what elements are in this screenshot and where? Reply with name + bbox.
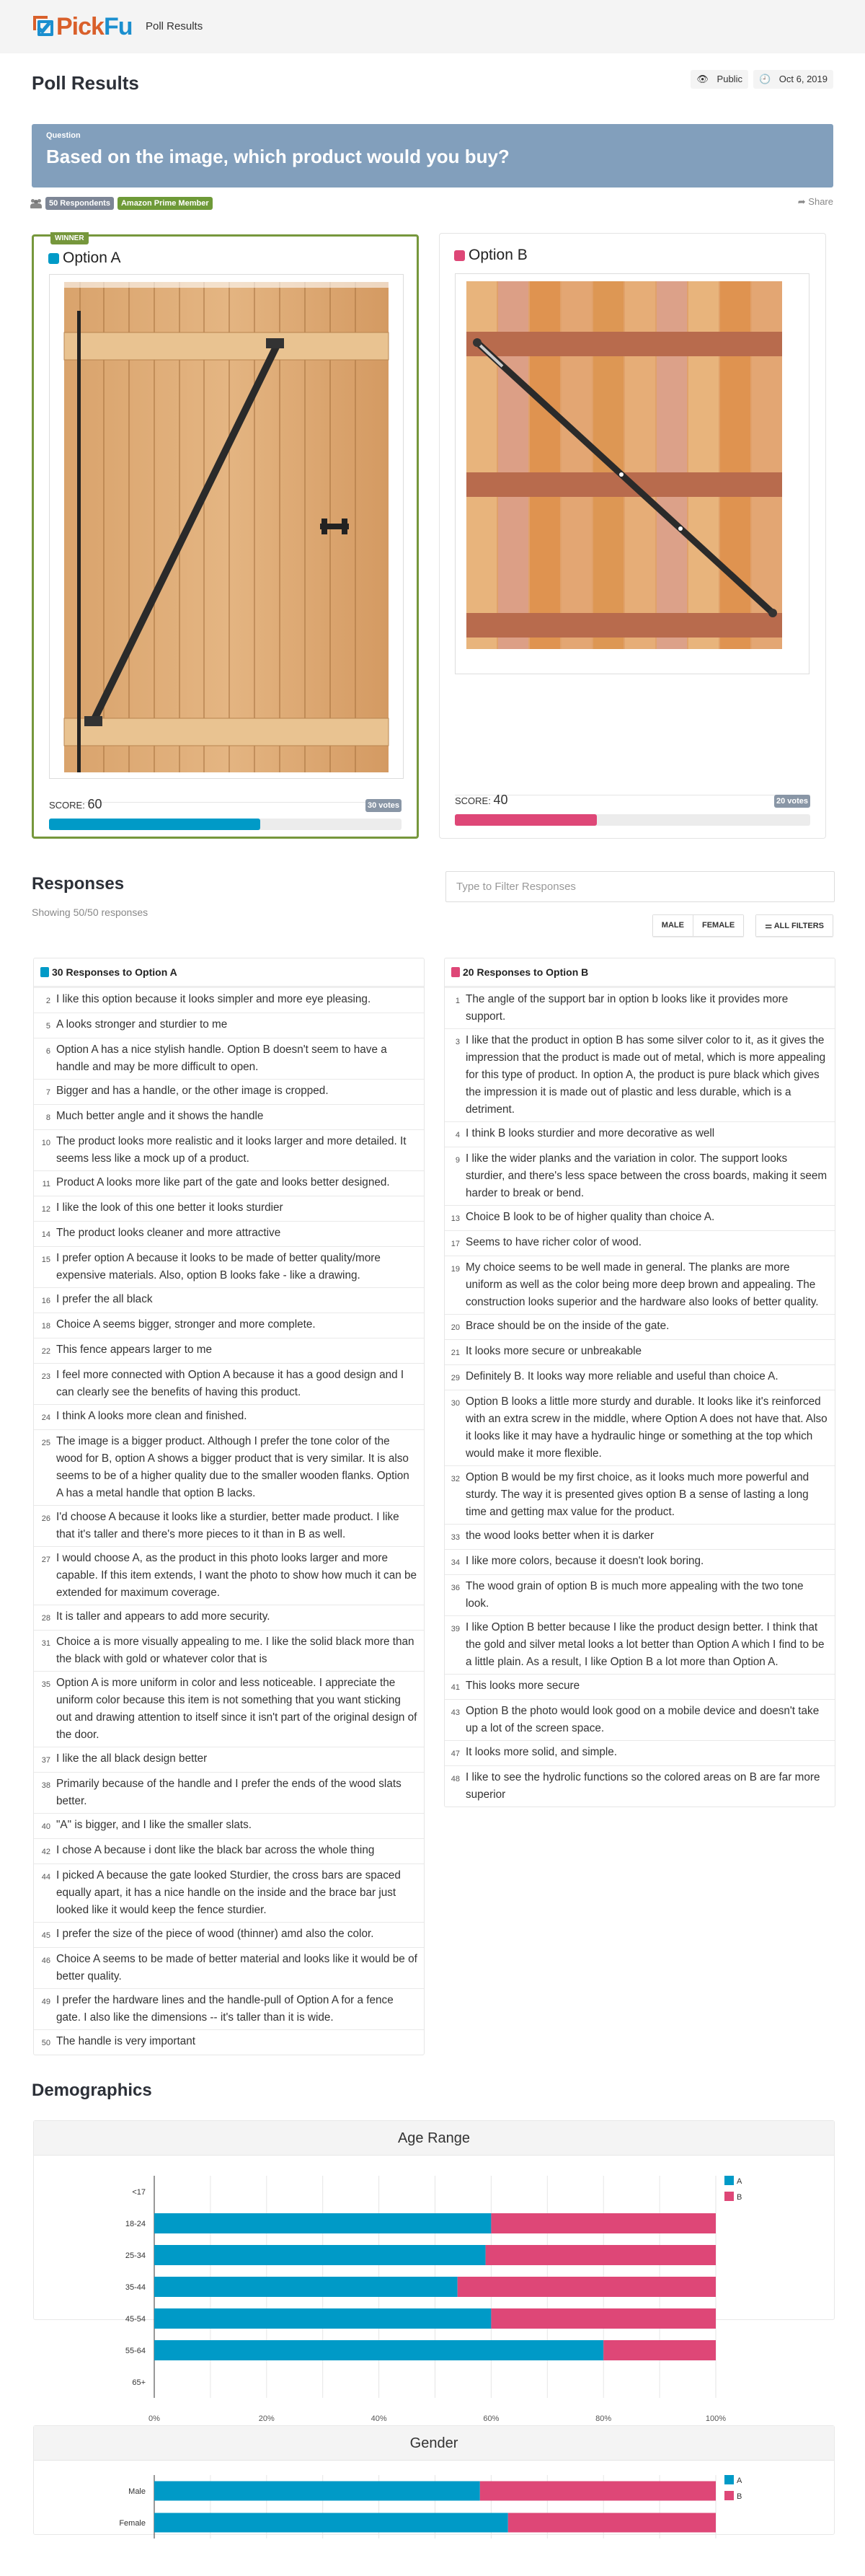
response-item bbox=[34, 1813, 424, 1838]
share-icon: ➦ bbox=[797, 196, 806, 207]
poll-meta bbox=[691, 70, 833, 89]
response-number: 9 bbox=[455, 1156, 460, 1165]
response-number: 33 bbox=[451, 1533, 460, 1542]
response-text: I prefer option A because it looks to be made of better quality/more expensive materials. Also, option B looks fake - like a drawing. bbox=[56, 1252, 381, 1282]
question-box bbox=[32, 124, 833, 188]
response-number: 15 bbox=[41, 1256, 50, 1264]
response-item bbox=[445, 1121, 835, 1147]
response-text: The wood grain of option B is much more appealing with the two tone look. bbox=[466, 1580, 804, 1610]
response-text: The product looks more realistic and it looks larger and more detailed. It seems less like a mock up of a product. bbox=[56, 1135, 407, 1165]
response-item bbox=[445, 1028, 835, 1121]
gender-filter-group bbox=[652, 914, 744, 937]
response-text: I think A looks more clean and finished. bbox=[56, 1410, 247, 1422]
response-item bbox=[34, 1429, 424, 1505]
response-text: Option B the photo would look good on a mobile device and doesn't take up a lot of the screen space. bbox=[466, 1705, 820, 1734]
bar-b-55-64 bbox=[603, 2340, 716, 2360]
option-b-votes: 20 votes bbox=[774, 795, 810, 808]
response-number: 16 bbox=[41, 1297, 50, 1305]
response-item bbox=[445, 1615, 835, 1674]
all-filters-button[interactable] bbox=[756, 915, 833, 936]
option-b-score-value: 40 bbox=[493, 793, 508, 807]
option-b-score-line bbox=[455, 793, 508, 808]
bar-a-Male bbox=[154, 2482, 480, 2501]
response-text: Product A looks more like part of the gate and looks better designed. bbox=[56, 1176, 390, 1188]
response-item bbox=[34, 1838, 424, 1863]
legend-swatch-a bbox=[724, 2475, 734, 2484]
response-item bbox=[34, 1671, 424, 1747]
response-text: I like more colors, because it doesn't look boring. bbox=[466, 1555, 704, 1567]
response-number: 26 bbox=[41, 1514, 50, 1523]
response-number: 27 bbox=[41, 1556, 50, 1564]
response-text: The angle of the support bar in option b looks like it provides more support. bbox=[466, 993, 789, 1023]
gender-chart bbox=[34, 2461, 834, 2534]
response-text: the wood looks better when it is darker bbox=[466, 1530, 655, 1542]
question-text: Based on the image, which product would you buy? bbox=[46, 146, 510, 167]
fence-gate-b-illustration bbox=[456, 274, 809, 674]
response-text: A looks stronger and sturdier to me bbox=[56, 1018, 228, 1031]
fence-gate-a-illustration bbox=[50, 275, 403, 778]
response-text: "A" is bigger, and I like the smaller slats. bbox=[56, 1819, 252, 1831]
option-a-votes: 30 votes bbox=[365, 799, 402, 812]
response-text: It looks more solid, and simple. bbox=[466, 1746, 617, 1758]
poll-tags bbox=[30, 197, 213, 210]
response-number: 14 bbox=[41, 1230, 50, 1239]
page-title: Poll Results bbox=[32, 72, 139, 94]
clock-icon: 🕘 bbox=[756, 70, 773, 88]
response-text: I like the look of this one better it looks sturdier bbox=[56, 1201, 283, 1214]
option-a-responses-title: 30 Responses to Option A bbox=[52, 966, 177, 978]
response-item bbox=[34, 1863, 424, 1922]
response-text: I like to see the hydrolic functions so the colored areas on B are far more superior bbox=[466, 1771, 820, 1801]
response-text: Much better angle and it shows the handle bbox=[56, 1110, 264, 1122]
responses-heading: Responses bbox=[32, 874, 125, 894]
response-item bbox=[445, 1339, 835, 1364]
y-tick-label: 65+ bbox=[132, 2378, 146, 2387]
option-a-swatch bbox=[48, 253, 59, 264]
response-number: 25 bbox=[41, 1439, 50, 1447]
option-a-name: Option A bbox=[63, 250, 121, 266]
score-label: SCORE: bbox=[49, 800, 85, 811]
x-tick-label: 100% bbox=[705, 2414, 727, 2423]
respondents-tag: 50 Respondents bbox=[45, 197, 114, 210]
all-filters-group bbox=[755, 914, 833, 937]
response-text: The handle is very important bbox=[56, 2035, 196, 2047]
y-tick-label: <17 bbox=[132, 2188, 146, 2197]
response-number: 42 bbox=[41, 1848, 50, 1856]
response-number: 39 bbox=[451, 1625, 460, 1633]
visibility-text: Public bbox=[714, 70, 745, 88]
option-b-score-fill bbox=[455, 814, 597, 826]
gender-chart-title: Gender bbox=[34, 2426, 834, 2461]
option-b-responses bbox=[444, 958, 835, 1807]
response-item bbox=[34, 1947, 424, 1988]
response-number: 29 bbox=[451, 1374, 460, 1382]
legend-swatch-b bbox=[724, 2491, 734, 2500]
response-text: Seems to have richer color of wood. bbox=[466, 1236, 642, 1248]
response-number: 11 bbox=[42, 1180, 50, 1188]
bar-a-18-24 bbox=[154, 2213, 491, 2233]
responses-count: Showing 50/50 responses bbox=[32, 907, 148, 918]
age-range-chart-title: Age Range bbox=[34, 2121, 834, 2156]
response-item bbox=[34, 1363, 424, 1404]
option-a-responses bbox=[33, 958, 425, 2055]
response-text: Choice A seems to be made of better material and looks like it would be of better quality. bbox=[56, 1953, 417, 1982]
response-text: I like Option B better because I like the product design better. I think that the gold and silver metal looks a lot better than Option A which I find to be a little plain. As a result, I like Option B a lot more than Option A. bbox=[466, 1621, 825, 1668]
response-item bbox=[34, 1338, 424, 1363]
response-number: 40 bbox=[41, 1822, 50, 1831]
response-item bbox=[34, 1630, 424, 1671]
response-text: Choice B look to be of higher quality than choice A. bbox=[466, 1211, 715, 1223]
legend-label-b: B bbox=[737, 2492, 742, 2501]
legend-label-a: A bbox=[737, 2177, 742, 2186]
legend-label-b: B bbox=[737, 2193, 742, 2202]
response-item bbox=[445, 1256, 835, 1314]
response-text: I like the wider planks and the variation in color. The support looks sturdier, and there's less space between the cross boards, making it seem harder to break or bend. bbox=[466, 1152, 828, 1199]
response-item bbox=[34, 1605, 424, 1630]
response-number: 30 bbox=[451, 1399, 460, 1408]
option-b-swatch bbox=[451, 967, 460, 977]
bar-a-Female bbox=[154, 2513, 508, 2533]
response-text: I feel more connected with Option A because it has a good design and I can clearly see the benefits of having this product. bbox=[56, 1369, 404, 1398]
response-number: 17 bbox=[451, 1240, 460, 1248]
response-text: The image is a bigger product. Although I prefer the tone color of the wood for B, option A shows a bigger product that is very similar. It is also seems to be of a higher quality due to the smaller wooden flanks. Option A has a metal handle that option B lacks. bbox=[56, 1435, 409, 1499]
response-number: 3 bbox=[455, 1038, 460, 1046]
option-b-responses-header bbox=[445, 958, 835, 988]
topbar-title: Poll Results bbox=[146, 20, 203, 32]
legend-label-a: A bbox=[737, 2476, 742, 2485]
response-text: I prefer the size of the piece of wood (thinner) amd also the color. bbox=[56, 1928, 374, 1940]
response-item bbox=[34, 1747, 424, 1772]
response-item bbox=[34, 1129, 424, 1170]
response-item bbox=[445, 1465, 835, 1524]
response-item bbox=[445, 1390, 835, 1465]
response-text: I like this option because it looks simpler and more eye pleasing. bbox=[56, 993, 371, 1005]
response-item bbox=[34, 1013, 424, 1038]
logo-text-pick: Pick bbox=[56, 13, 104, 40]
y-tick-label: 55-64 bbox=[125, 2347, 146, 2355]
logo-text-fu: Fu bbox=[103, 13, 133, 40]
x-tick-label: 40% bbox=[371, 2414, 387, 2423]
response-item bbox=[34, 1079, 424, 1104]
response-item bbox=[34, 988, 424, 1013]
option-a-score-fill bbox=[49, 819, 260, 830]
response-number: 34 bbox=[451, 1558, 460, 1567]
bar-a-45-54 bbox=[154, 2308, 491, 2329]
demographics-heading: Demographics bbox=[32, 2081, 152, 2100]
response-item bbox=[34, 1246, 424, 1287]
legend-swatch-b bbox=[724, 2192, 734, 2201]
y-tick-label: Male bbox=[128, 2487, 146, 2496]
response-number: 32 bbox=[451, 1475, 460, 1483]
response-text: I like the all black design better bbox=[56, 1752, 208, 1765]
response-number: 37 bbox=[41, 1756, 50, 1765]
response-text: I prefer the all black bbox=[56, 1293, 153, 1305]
audience-tag: Amazon Prime Member bbox=[117, 197, 213, 210]
bar-a-25-34 bbox=[154, 2245, 486, 2265]
response-text: Option A is more uniform in color and less noticeable. I appreciate the uniform color because this item is not something that you want sticking out and drawing attention to itself since it isn't part of the original design of the door. bbox=[56, 1677, 417, 1741]
visibility-badge bbox=[691, 70, 748, 89]
all-filters-label: ALL FILTERS bbox=[773, 922, 824, 930]
response-item bbox=[445, 1364, 835, 1390]
response-number: 48 bbox=[451, 1775, 460, 1783]
response-number: 49 bbox=[41, 1998, 50, 2006]
x-tick-label: 60% bbox=[483, 2414, 500, 2423]
response-number: 43 bbox=[451, 1708, 460, 1717]
response-item bbox=[34, 1038, 424, 1079]
response-text: Option B would be my first choice, as it looks much more powerful and sturdy. The way it is presented gives option B a sense of lasting a long time and getting max value for the product. bbox=[466, 1471, 809, 1518]
response-number: 47 bbox=[451, 1750, 460, 1758]
option-a-card bbox=[32, 234, 419, 839]
option-a-swatch bbox=[40, 967, 49, 977]
bar-a-55-64 bbox=[154, 2340, 603, 2360]
x-tick-label: 20% bbox=[258, 2414, 275, 2423]
response-item bbox=[445, 1765, 835, 1807]
response-number: 20 bbox=[451, 1323, 460, 1332]
bar-b-Male bbox=[480, 2482, 716, 2501]
response-number: 24 bbox=[41, 1413, 50, 1422]
response-text: Choice a is more visually appealing to me. I like the solid black more than the black with gold or whatever color that is bbox=[56, 1636, 414, 1665]
response-number: 35 bbox=[41, 1680, 50, 1689]
response-item bbox=[445, 1524, 835, 1549]
response-item bbox=[34, 2029, 424, 2055]
bar-b-35-44 bbox=[458, 2277, 716, 2297]
response-text: My choice seems to be well made in general. The planks are more uniform as well as the color being more deep brown and appealing. The construction looks superior and the hardware also looks of better quality. bbox=[466, 1261, 819, 1308]
option-b-card bbox=[439, 233, 826, 839]
response-text: Bigger and has a handle, or the other image is cropped. bbox=[56, 1085, 329, 1097]
response-text: Option A has a nice stylish handle. Option B doesn't seem to have a handle and may be more difficult to open. bbox=[56, 1044, 387, 1073]
response-item bbox=[445, 988, 835, 1028]
bar-b-45-54 bbox=[491, 2308, 716, 2329]
response-text: It looks more secure or unbreakable bbox=[466, 1345, 642, 1357]
response-number: 31 bbox=[41, 1639, 50, 1648]
response-number: 21 bbox=[451, 1349, 460, 1357]
filter-buttons bbox=[652, 914, 833, 937]
share-text: Share bbox=[808, 196, 833, 207]
response-number: 18 bbox=[41, 1322, 50, 1331]
option-b-title bbox=[454, 247, 528, 264]
pickfu-logo[interactable] bbox=[32, 13, 133, 41]
age-range-chart-card bbox=[33, 2120, 835, 2423]
legend-swatch-a bbox=[724, 2176, 734, 2185]
response-number: 28 bbox=[41, 1614, 50, 1623]
bar-b-25-34 bbox=[486, 2245, 716, 2265]
response-item bbox=[445, 1674, 835, 1699]
response-item bbox=[445, 1230, 835, 1256]
option-a-score-value: 60 bbox=[87, 797, 102, 811]
sliders-icon: ⚌ bbox=[765, 922, 773, 930]
response-number: 46 bbox=[41, 1957, 50, 1965]
winner-badge: WINNER bbox=[50, 232, 89, 244]
bar-b-18-24 bbox=[491, 2213, 716, 2233]
response-item bbox=[34, 1196, 424, 1221]
option-a-score-line bbox=[49, 797, 102, 812]
response-item bbox=[34, 1221, 424, 1246]
y-tick-label: 25-34 bbox=[125, 2251, 146, 2260]
response-item bbox=[34, 1170, 424, 1196]
y-tick-label: 18-24 bbox=[125, 2220, 146, 2228]
response-number: 19 bbox=[451, 1265, 460, 1274]
response-number: 45 bbox=[41, 1931, 50, 1940]
response-text: Definitely B. It looks way more reliable and useful than choice A. bbox=[466, 1370, 778, 1382]
question-label: Question bbox=[46, 131, 81, 140]
response-number: 13 bbox=[451, 1214, 460, 1223]
response-item bbox=[445, 1740, 835, 1765]
option-b-image[interactable] bbox=[455, 273, 809, 674]
response-number: 10 bbox=[41, 1139, 50, 1147]
response-number: 2 bbox=[45, 997, 50, 1005]
response-number: 36 bbox=[451, 1584, 460, 1592]
response-number: 8 bbox=[45, 1113, 50, 1122]
response-item bbox=[34, 1287, 424, 1313]
eye-icon: 👁 bbox=[693, 70, 711, 88]
gender-chart-card bbox=[33, 2425, 835, 2535]
response-text: I like that the product in option B has some silver color to it, as it gives the impression that the product is made out of metal, which is more appealing for this type of product. In option A, the product is pure black which gives the impression it is made out of plastic and less durable, which is a detriment. bbox=[466, 1034, 826, 1116]
response-number: 6 bbox=[45, 1047, 50, 1056]
response-number: 23 bbox=[41, 1372, 50, 1381]
response-number: 4 bbox=[455, 1131, 460, 1139]
response-text: I think B looks sturdier and more decorative as well bbox=[466, 1127, 715, 1139]
response-item bbox=[445, 1147, 835, 1205]
filter-responses-input[interactable] bbox=[445, 871, 835, 902]
response-item bbox=[34, 1922, 424, 1947]
response-text: I would choose A, as the product in this photo looks larger and more capable. If this item extends, I want the photo to show how much it can be extended for maximum coverage. bbox=[56, 1552, 417, 1599]
option-a-image[interactable] bbox=[49, 274, 404, 779]
response-text: I picked A because the gate looked Sturdier, the cross bars are spaced equally apart, it has a nice handle on the inside and the brace bar just looked like it would keep the fence sturdier. bbox=[56, 1869, 401, 1916]
response-item bbox=[445, 1549, 835, 1574]
response-number: 22 bbox=[41, 1347, 50, 1356]
date-badge bbox=[753, 70, 833, 89]
response-item bbox=[34, 1313, 424, 1338]
response-text: Option B looks a little more sturdy and durable. It looks like it's reinforced with an extra screw in the middle, where Option A does not have that. Also it looks like it may have a hydraulic hinge or something at the top which would make it more flexible. bbox=[466, 1395, 828, 1460]
response-item bbox=[445, 1314, 835, 1339]
filter-male-button[interactable]: MALE bbox=[653, 915, 693, 936]
x-tick-label: 0% bbox=[148, 2414, 160, 2423]
response-item bbox=[445, 1574, 835, 1615]
response-text: I chose A because i dont like the black bar across the whole thing bbox=[56, 1844, 375, 1856]
response-number: 12 bbox=[41, 1205, 50, 1214]
y-tick-label: 35-44 bbox=[125, 2283, 146, 2292]
response-item bbox=[445, 1699, 835, 1740]
response-item bbox=[34, 1988, 424, 2029]
option-b-name: Option B bbox=[469, 247, 528, 263]
response-item bbox=[34, 1505, 424, 1546]
response-item bbox=[34, 1546, 424, 1605]
response-text: I prefer the hardware lines and the handle-pull of Option A for a fence gate. I also like the dimensions -- it's taller than it is wide. bbox=[56, 1994, 394, 2024]
response-number: 7 bbox=[45, 1088, 50, 1097]
logo-check-icon bbox=[32, 14, 55, 40]
share-link[interactable] bbox=[798, 196, 833, 208]
y-tick-label: Female bbox=[119, 2519, 146, 2528]
users-icon bbox=[30, 199, 42, 208]
bar-a-35-44 bbox=[154, 2277, 458, 2297]
response-text: The product looks cleaner and more attractive bbox=[56, 1227, 281, 1239]
option-b-responses-title: 20 Responses to Option B bbox=[463, 966, 589, 978]
date-text: Oct 6, 2019 bbox=[776, 70, 830, 88]
response-number: 41 bbox=[451, 1683, 460, 1692]
response-text: This looks more secure bbox=[466, 1680, 580, 1692]
option-b-score-bar bbox=[455, 814, 810, 826]
option-b-swatch bbox=[454, 250, 465, 261]
response-number: 38 bbox=[41, 1781, 50, 1790]
response-number: 50 bbox=[41, 2039, 50, 2047]
response-text: I'd choose A because it looks like a sturdier, better made product. I like that it's taller and there's more pieces to it than in B as well. bbox=[56, 1511, 399, 1540]
top-bar bbox=[0, 0, 865, 53]
response-text: It is taller and appears to add more security. bbox=[56, 1610, 270, 1623]
response-number: 44 bbox=[41, 1873, 50, 1882]
option-a-title bbox=[48, 250, 121, 267]
bar-b-Female bbox=[508, 2513, 716, 2533]
option-a-responses-header bbox=[34, 958, 424, 988]
response-text: This fence appears larger to me bbox=[56, 1344, 212, 1356]
response-text: Choice A seems bigger, stronger and more complete. bbox=[56, 1318, 316, 1331]
response-text: Brace should be on the inside of the gate. bbox=[466, 1320, 670, 1332]
filter-female-button[interactable]: FEMALE bbox=[693, 915, 743, 936]
response-item bbox=[34, 1104, 424, 1129]
response-item bbox=[34, 1404, 424, 1429]
x-tick-label: 80% bbox=[595, 2414, 612, 2423]
response-item bbox=[34, 1772, 424, 1813]
response-item bbox=[445, 1205, 835, 1230]
response-number: 5 bbox=[45, 1022, 50, 1031]
y-tick-label: 45-54 bbox=[125, 2315, 146, 2324]
age-range-chart bbox=[34, 2156, 834, 2423]
score-label: SCORE: bbox=[455, 795, 491, 806]
response-number: 1 bbox=[455, 997, 460, 1005]
response-text: Primarily because of the handle and I prefer the ends of the wood slats better. bbox=[56, 1778, 402, 1807]
option-a-score-bar bbox=[49, 819, 402, 830]
